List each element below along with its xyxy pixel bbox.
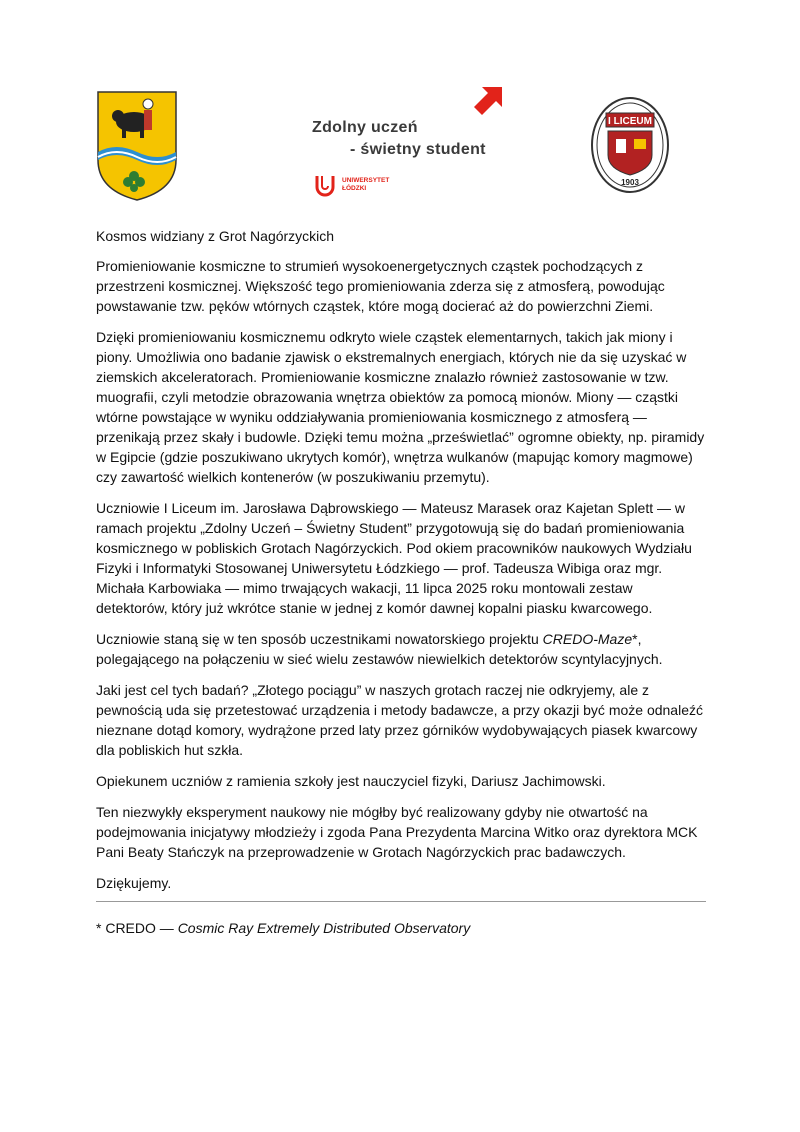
- footnote-prefix: * CREDO —: [96, 920, 178, 936]
- zdolny-line1: Zdolny uczeń: [312, 119, 418, 136]
- article-title: Kosmos widziany z Grot Nagórzyckich: [96, 228, 335, 244]
- red-arrow-icon: [474, 85, 504, 115]
- school-badge-name: I LICEUM: [608, 116, 652, 127]
- page-header: [0, 0, 800, 215]
- school-badge-logo: [590, 95, 670, 195]
- university-logo-icon: [312, 173, 338, 199]
- footnote-divider: [96, 901, 706, 902]
- paragraph-5: Jaki jest cel tych badań? „Złotego pociągu” w naszych grotach raczej nie odkryjemy, ale z pewnością uda się przetestować urządzenia i metody badawcze, a przy okazji być może odnaleźć nieznane dotąd komory, wydrążone przed laty przez górników wydobywających piasek kwarcowy dla pobliskich hut szkła.: [96, 682, 703, 758]
- university-name: [342, 177, 389, 193]
- footnote-italic: Cosmic Ray Extremely Distributed Observatory: [177, 920, 471, 936]
- paragraph-4-text-b: *, polegającego na połączeniu w sieć wielu zestawów niewielkich detektorów scyntylacyjnych.: [96, 631, 663, 667]
- article-body: [96, 226, 708, 904]
- paragraph-8: Dziękujemy.: [96, 875, 172, 891]
- zdolny-uczen-logo: [310, 85, 520, 205]
- university-line2: ŁÓDZKI: [342, 185, 367, 192]
- paragraph-4: [96, 629, 708, 669]
- paragraph-7: Ten niezwykły eksperyment naukowy nie mógłby być realizowany gdyby nie otwartość na podejmowania inicjatywy młodzieży i zgoda Pana Prezydenta Marcina Witko oraz dyrektora MCK Pani Beaty Stańczyk na przeprowadzenie w Grotach Nagórzyckich prac badawczych.: [96, 804, 698, 860]
- school-badge-year: 1903: [621, 178, 639, 187]
- zdolny-line2: - świetny student: [350, 141, 486, 158]
- paragraph-6: Opiekunem uczniów z ramienia szkoły jest nauczyciel fizyki, Dariusz Jachimowski.: [96, 773, 606, 789]
- footnote: [96, 918, 470, 938]
- university-line1: UNIWERSYTET: [342, 177, 390, 184]
- paragraph-4-text-a: Uczniowie staną się w ten sposób uczestnikami nowatorskiego projektu: [96, 631, 543, 647]
- paragraph-3: Uczniowie I Liceum im. Jarosława Dąbrowskiego — Mateusz Marasek oraz Kajetan Splett — w ramach projektu „Zdolny Uczeń – Świetny Student” przygotowują się do badań promieniowania kosmicznego w pobliskich Grotach Nagórzyckich. Pod okiem pracowników naukowych Wydziału Fizyki i Informatyki Stosowanej Uniwersytetu Łódzkiego — prof. Tadeusza Wibiga oraz mgr. Michała Karbowiaka — mimo trwających wakacji, 11 lipca 2025 roku montowali zestaw detektorów, który już wkrótce stanie w jednej z komór dawnej kopalni piasku kwarcowego.: [96, 500, 692, 616]
- coat-of-arms-logo: [96, 90, 178, 202]
- project-name: CREDO-Maze: [542, 631, 633, 647]
- paragraph-2: Dzięki promieniowaniu kosmicznemu odkryto wiele cząstek elementarnych, takich jak miony i piony. Umożliwia ono badanie zjawisk o ekstremalnych energiach, których nie da się uzyskać w ziemskich akceleratorach. Promieniowanie kosmiczne znalazło również zastosowanie w tzw. muografii, czyli metodzie obrazowania wnętrza obiektów za pomocą mionów. Miony — cząstki wtórne powstające w wyniku oddziaływania promieniowania kosmicznego z atmosferą — przenikają przez skały i budowle. Dzięki temu można „prześwietlać” ogromne obiekty, np. piramidy w Egipcie (gdzie poszukiwano ukrytych komór), wnętrza wulkanów (mapując komory magmowe) czy zawartość wielkich kontenerów (w poszukiwaniu przemytu).: [96, 329, 705, 485]
- paragraph-1: Promieniowanie kosmiczne to strumień wysokoenergetycznych cząstek pochodzących z przestrzeni kosmicznej. Większość tego promieniowania zderza się z atmosferą, powodując powstawanie tzw. pęków wtórnych cząstek, które mogą docierać aż do powierzchni Ziemi.: [96, 258, 665, 314]
